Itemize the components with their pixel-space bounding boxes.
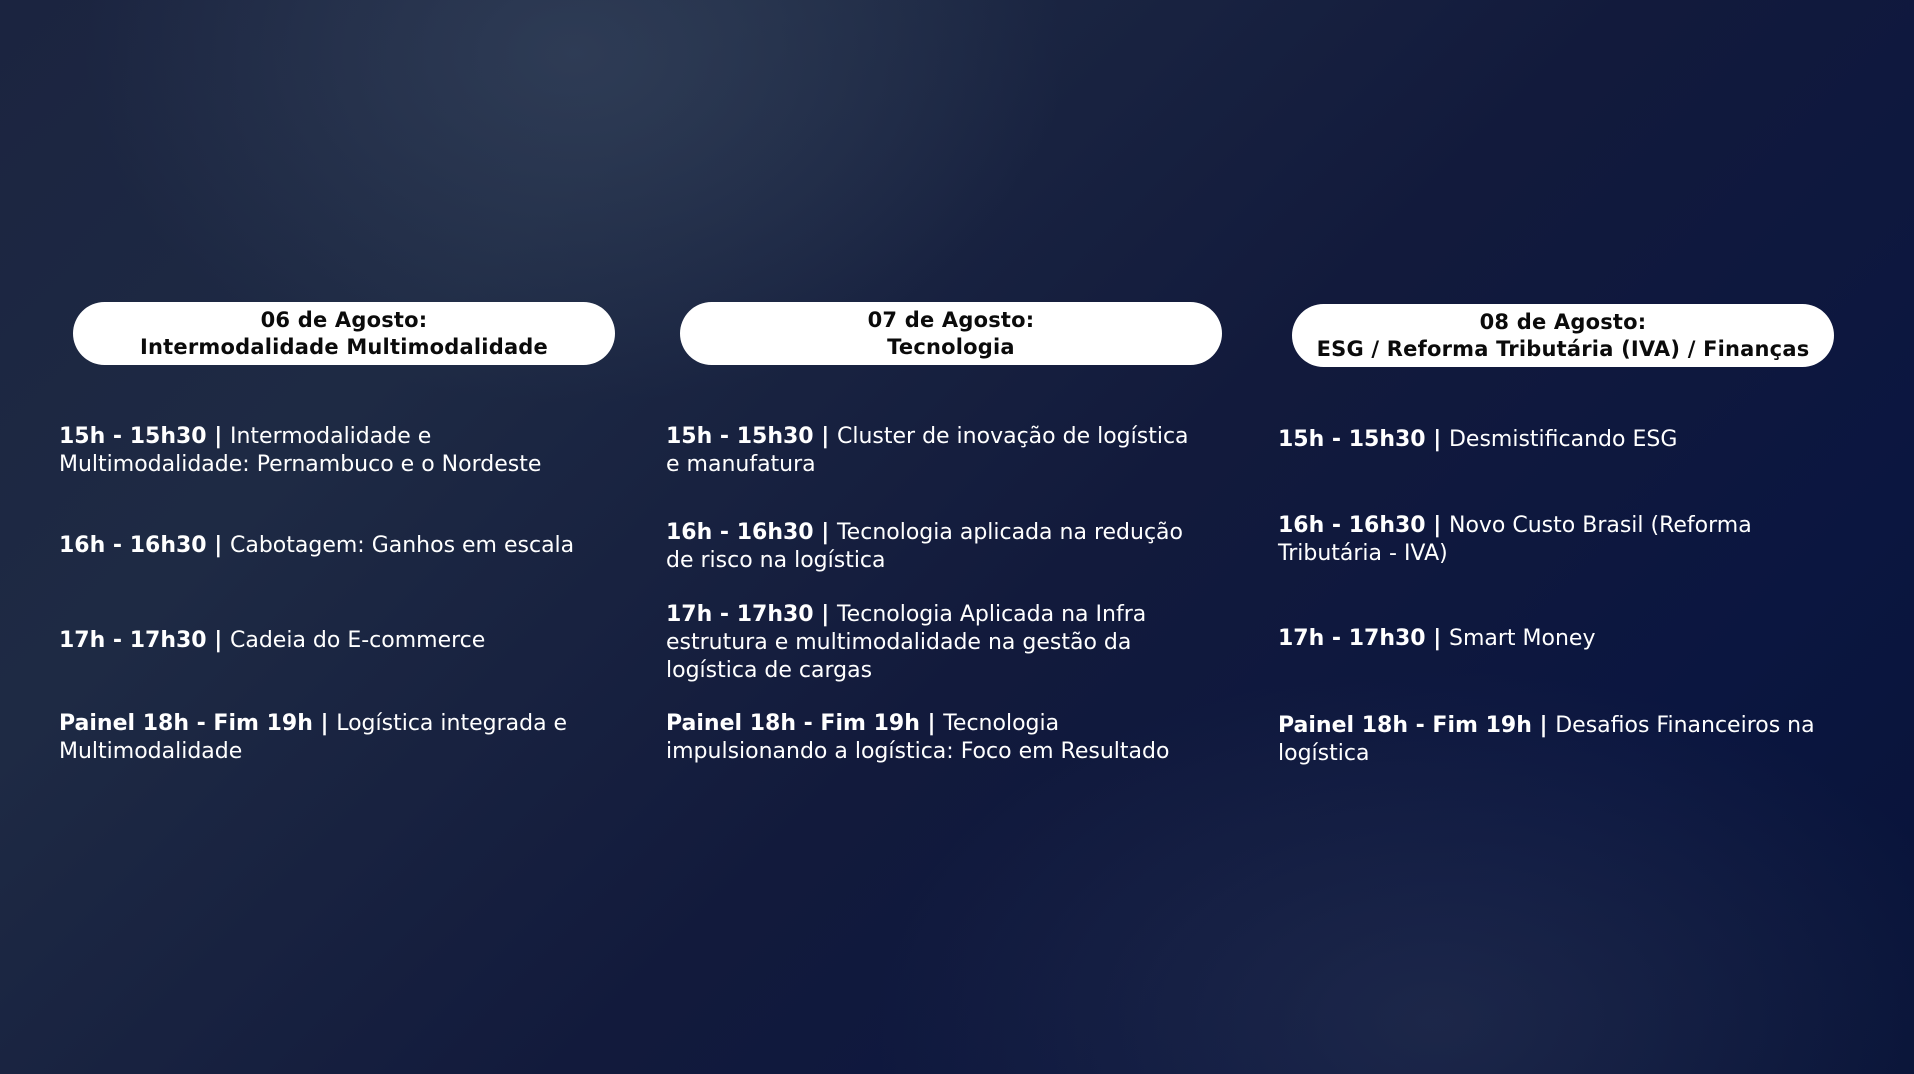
session-item [666,710,1206,766]
session-separator: | [813,602,837,627]
session-item [59,627,599,655]
session-item [1278,625,1818,653]
day-date: 08 de Agosto: [1479,309,1647,334]
session-separator: | [206,533,230,558]
session-item [666,423,1206,479]
session-time: 15h - 15h30 [1278,427,1426,452]
session-title: Tecnologia aplicada na redução de risco na logística [666,520,1183,573]
session-separator: | [813,520,837,545]
session-item [1278,426,1818,454]
session-time: 17h - 17h30 [666,602,814,627]
session-time: 17h - 17h30 [59,628,207,653]
session-title: Cabotagem: Ganhos em escala [229,533,575,558]
session-title: Intermodalidade e Multimodalidade: Pernambuco e o Nordeste [59,424,542,477]
session-item [666,601,1206,685]
session-time: 16h - 16h30 [1278,513,1426,538]
session-title: Novo Custo Brasil (Reforma Tributária - IVA) [1278,513,1752,566]
session-separator: | [813,424,837,449]
session-time: 15h - 15h30 [666,424,814,449]
session-separator: | [1425,427,1449,452]
session-item [59,423,599,479]
session-title: Tecnologia impulsionando a logística: Foco em Resultado [666,711,1170,764]
session-time: 15h - 15h30 [59,424,207,449]
day-header-3 [1292,304,1834,367]
session-separator: | [1425,513,1449,538]
session-time: 17h - 17h30 [1278,626,1426,651]
session-item [59,532,599,560]
session-title: Cadeia do E-commerce [229,628,486,653]
session-separator: | [919,711,944,736]
session-item [1278,712,1818,768]
day-date: 07 de Agosto: [867,307,1035,332]
session-separator: | [206,628,230,653]
day-theme: Tecnologia [887,334,1015,359]
day-header-1 [73,302,615,365]
session-title: Cluster de inovação de logística e manufatura [666,424,1189,477]
session-time: 16h - 16h30 [666,520,814,545]
day-header-2 [680,302,1222,365]
session-time: Painel 18h - Fim 19h [59,711,313,736]
session-item [59,710,599,766]
session-time: Painel 18h - Fim 19h [666,711,920,736]
session-item [1278,512,1818,568]
session-title: Tecnologia Aplicada na Infra estrutura e multimodalidade na gestão da logística de cargas [666,602,1147,683]
session-separator: | [1425,626,1449,651]
session-title: Logística integrada e Multimodalidade [59,711,568,764]
day-theme: ESG / Reforma Tributária (IVA) / Finanças [1316,336,1810,361]
session-title: Desafios Financeiros na logística [1278,713,1815,766]
session-separator: | [312,711,337,736]
session-time: 16h - 16h30 [59,533,207,558]
session-title: Desmistificando ESG [1448,427,1678,452]
session-separator: | [206,424,230,449]
session-time: Painel 18h - Fim 19h [1278,713,1532,738]
session-separator: | [1531,713,1556,738]
day-theme: Intermodalidade Multimodalidade [140,334,548,359]
day-date: 06 de Agosto: [260,307,428,332]
session-title: Smart Money [1448,626,1596,651]
session-item [666,519,1206,575]
